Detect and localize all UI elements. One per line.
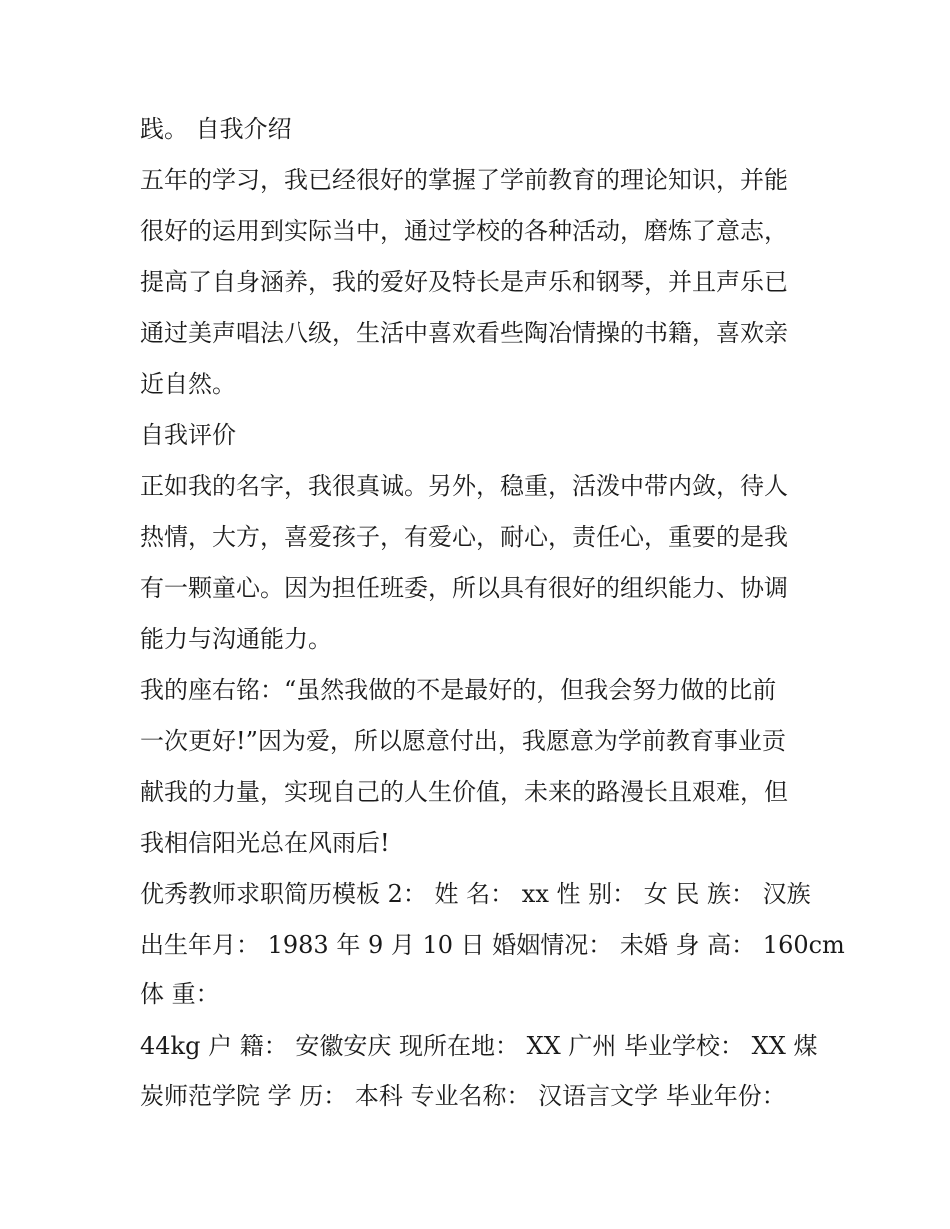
text-line-6: 近自然。 [140, 370, 236, 398]
text-line-20: 炭师范学院 学 历： 本科 专业名称： 汉语言文学 毕业年份： [140, 1082, 786, 1110]
text-line-2: 五年的学习，我已经很好的掌握了学前教育的理论知识，并能 [140, 166, 788, 194]
section-heading-self-evaluation: 自我评价 [140, 421, 236, 449]
text-line-9: 热情，大方，喜爱孩子，有爱心，耐心，责任心，重要的是我 [140, 523, 788, 551]
text-line-15: 我相信阳光总在风雨后! [140, 829, 390, 857]
text-line-12: 我的座右铭：“虽然我做的不是最好的，但我会努力做的比前 [140, 676, 777, 704]
text-line-13: 一次更好!”因为爱，所以愿意付出，我愿意为学前教育事业贡 [140, 727, 786, 755]
text-line-10: 有一颗童心。因为担任班委，所以具有很好的组织能力、协调 [140, 574, 788, 602]
text-line-17: 出生年月： 1983 年 9 月 10 日 婚姻情况： 未婚 身 高： 160cm [140, 931, 845, 959]
text-line-16: 优秀教师求职简历模板 2： 姓 名： xx 性 别： 女 民 族： 汉族 [140, 880, 811, 908]
text-line-8: 正如我的名字，我很真诚。另外，稳重，活泼中带内敛，待人 [140, 472, 788, 500]
text-line-5: 通过美声唱法八级，生活中喜欢看些陶冶情操的书籍，喜欢亲 [140, 319, 788, 347]
text-line-14: 献我的力量，实现自己的人生价值，未来的路漫长且艰难，但 [140, 778, 788, 806]
text-line-4: 提高了自身涵养，我的爱好及特长是声乐和钢琴，并且声乐已 [140, 268, 788, 296]
text-line-19: 44kg 户 籍： 安徽安庆 现所在地： XX 广州 毕业学校： XX 煤 [140, 1032, 818, 1060]
text-line-11: 能力与沟通能力。 [140, 625, 332, 653]
text-line-3: 很好的运用到实际当中，通过学校的各种活动，磨炼了意志， [140, 217, 788, 245]
text-line-1: 践。 自我介绍 [140, 115, 292, 143]
text-line-18: 体 重： [140, 980, 220, 1008]
